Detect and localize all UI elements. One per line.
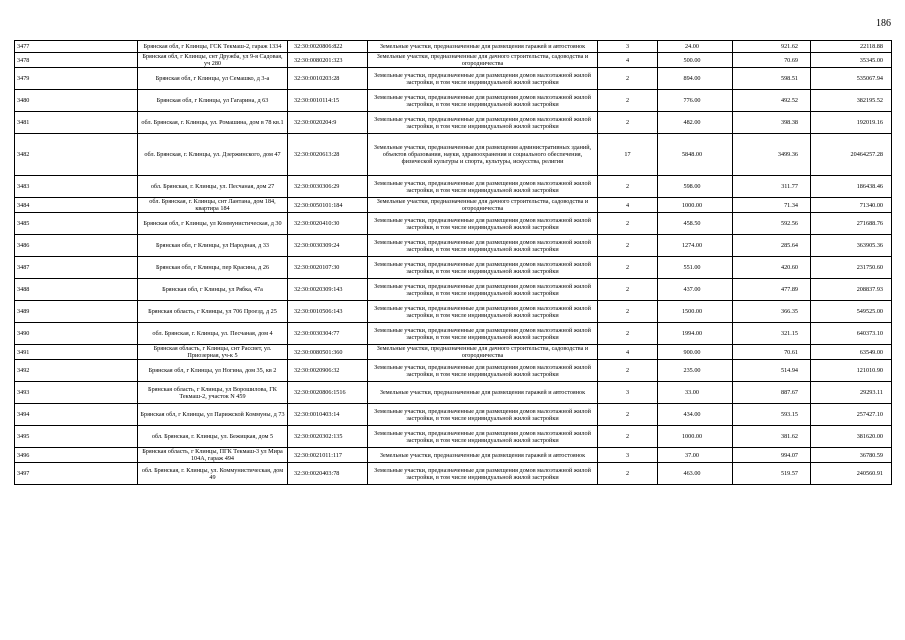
cadastral-number-cell: 32:30:0020107:30	[288, 257, 368, 279]
specific-value-cell: 381.62	[733, 426, 811, 448]
area-cell: 551.00	[658, 257, 733, 279]
specific-value-cell: 3499.36	[733, 134, 811, 176]
cadastral-value-cell: 35345.00	[811, 53, 892, 68]
use-group-cell: 2	[598, 112, 658, 134]
cadastral-number-cell: 32:30:0020204:9	[288, 112, 368, 134]
land-use-type-cell: Земельные участки, предназначенные для дачного строительства, садоводства и огородничества	[368, 53, 598, 68]
use-group-cell: 2	[598, 68, 658, 90]
area-cell: 5848.00	[658, 134, 733, 176]
cadastral-number-cell: 32:30:0030309:24	[288, 235, 368, 257]
land-use-type-cell: Земельные участки, предназначенные для размещения домов малоэтажной жилой застройки, в том числе индивидуальной жилой застройки	[368, 463, 598, 485]
cadastral-value-cell: 640373.10	[811, 323, 892, 345]
cadastral-value-cell: 63549.00	[811, 345, 892, 360]
cadastral-value-cell: 71340.00	[811, 198, 892, 213]
land-use-type-cell: Земельные участки, предназначенные для размещения домов малоэтажной жилой застройки, в том числе индивидуальной жилой застройки	[368, 404, 598, 426]
land-use-type-cell: Земельные участки, предназначенные для размещения домов малоэтажной жилой застройки, в том числе индивидуальной жилой застройки	[368, 257, 598, 279]
cadastral-value-cell: 363905.36	[811, 235, 892, 257]
row-number-cell: 3480	[15, 90, 138, 112]
use-group-cell: 2	[598, 90, 658, 112]
specific-value-cell: 598.51	[733, 68, 811, 90]
row-number-cell: 3479	[15, 68, 138, 90]
land-use-type-cell: Земельные участки, предназначенные для размещения домов малоэтажной жилой застройки, в том числе индивидуальной жилой застройки	[368, 301, 598, 323]
area-cell: 458.50	[658, 213, 733, 235]
area-cell: 482.00	[658, 112, 733, 134]
land-use-type-cell: Земельные участки, предназначенные для размещения гаражей и автостоянок	[368, 382, 598, 404]
specific-value-cell: 71.34	[733, 198, 811, 213]
address-cell: Брянская обл, г Клинцы, ул Народная, д 33	[138, 235, 288, 257]
use-group-cell: 4	[598, 198, 658, 213]
address-cell: Брянская область, г Клинцы, ул Ворошилова, ГК Текмаш-2, участок N 459	[138, 382, 288, 404]
cadastral-number-cell: 32:30:0010203:28	[288, 68, 368, 90]
land-use-type-cell: Земельные участки, предназначенные для размещения домов малоэтажной жилой застройки, в том числе индивидуальной жилой застройки	[368, 68, 598, 90]
cadastral-value-cell: 535067.94	[811, 68, 892, 90]
use-group-cell: 3	[598, 448, 658, 463]
table-row	[15, 134, 892, 176]
address-cell: обл. Брянская, г. Клинцы, ул. Бежицкая, дом 5	[138, 426, 288, 448]
row-number-cell: 3487	[15, 257, 138, 279]
cadastral-number-cell: 32:30:0030304:77	[288, 323, 368, 345]
area-cell: 33.00	[658, 382, 733, 404]
land-use-type-cell: Земельные участки, предназначенные для размещения административных зданий, объектов образования, науки, здравоохранения и социального обеспечения, физической культуры и спорта, культуры, искусства, религии	[368, 134, 598, 176]
area-cell: 437.00	[658, 279, 733, 301]
cadastral-number-cell: 32:30:0080501:360	[288, 345, 368, 360]
table-row	[15, 257, 892, 279]
cadastral-number-cell: 32:30:0020906:32	[288, 360, 368, 382]
table-row	[15, 426, 892, 448]
row-number-cell: 3486	[15, 235, 138, 257]
cadastral-number-cell: 32:30:0020309:143	[288, 279, 368, 301]
table-row	[15, 382, 892, 404]
use-group-cell: 4	[598, 53, 658, 68]
row-number-cell: 3497	[15, 463, 138, 485]
table-row	[15, 112, 892, 134]
address-cell: Брянская обл, г Клинцы, ул Рябка, 47а	[138, 279, 288, 301]
specific-value-cell: 921.62	[733, 41, 811, 53]
specific-value-cell: 420.60	[733, 257, 811, 279]
address-cell: обл. Брянская, г. Клинцы, ул. Ромашина, дом в 78 кв.1	[138, 112, 288, 134]
use-group-cell: 2	[598, 176, 658, 198]
cadastral-value-cell: 271688.76	[811, 213, 892, 235]
cadastral-value-cell: 257427.10	[811, 404, 892, 426]
area-cell: 1274.00	[658, 235, 733, 257]
land-use-type-cell: Земельные участки, предназначенные для размещения домов малоэтажной жилой застройки, в том числе индивидуальной жилой застройки	[368, 279, 598, 301]
specific-value-cell: 70.69	[733, 53, 811, 68]
table-row	[15, 90, 892, 112]
address-cell: обл. Брянская, г. Клинцы, ул. Дзержинского, дом 47	[138, 134, 288, 176]
address-cell: Брянская область, г Клинцы, ул 706 Проезд, д 25	[138, 301, 288, 323]
table-row	[15, 68, 892, 90]
cadastral-number-cell: 32:30:0020613:28	[288, 134, 368, 176]
row-number-cell: 3489	[15, 301, 138, 323]
address-cell: обл. Брянская, г. Клинцы, ул. Песчаная, дом 27	[138, 176, 288, 198]
row-number-cell: 3493	[15, 382, 138, 404]
area-cell: 1500.00	[658, 301, 733, 323]
area-cell: 900.00	[658, 345, 733, 360]
table-row	[15, 176, 892, 198]
use-group-cell: 2	[598, 360, 658, 382]
row-number-cell: 3485	[15, 213, 138, 235]
cadastral-number-cell: 32:30:0020410:30	[288, 213, 368, 235]
use-group-cell: 2	[598, 323, 658, 345]
table-row	[15, 404, 892, 426]
address-cell: Брянская обл, г Клинцы, пер Красина, д 26	[138, 257, 288, 279]
area-cell: 500.00	[658, 53, 733, 68]
use-group-cell: 2	[598, 463, 658, 485]
use-group-cell: 2	[598, 404, 658, 426]
land-use-type-cell: Земельные участки, предназначенные для размещения домов малоэтажной жилой застройки, в том числе индивидуальной жилой застройки	[368, 360, 598, 382]
land-use-type-cell: Земельные участки, предназначенные для размещения домов малоэтажной жилой застройки, в том числе индивидуальной жилой застройки	[368, 176, 598, 198]
address-cell: Брянская обл, г Клинцы, ул Ногина, дом 35, кв 2	[138, 360, 288, 382]
row-number-cell: 3488	[15, 279, 138, 301]
land-use-type-cell: Земельные участки, предназначенные для размещения гаражей и автостоянок	[368, 41, 598, 53]
specific-value-cell: 311.77	[733, 176, 811, 198]
cadastral-number-cell: 32:30:0020806:822	[288, 41, 368, 53]
cadastral-value-cell: 381620.00	[811, 426, 892, 448]
cadastral-value-cell: 20464257.28	[811, 134, 892, 176]
area-cell: 1000.00	[658, 426, 733, 448]
cadastral-value-cell: 549525.00	[811, 301, 892, 323]
row-number-cell: 3490	[15, 323, 138, 345]
row-number-cell: 3483	[15, 176, 138, 198]
address-cell: Брянская обл, г Клинцы, снт Дружба, ул 9-я Садовая, уч 280	[138, 53, 288, 68]
row-number-cell: 3491	[15, 345, 138, 360]
cadastral-value-cell: 208837.93	[811, 279, 892, 301]
use-group-cell: 3	[598, 382, 658, 404]
land-use-type-cell: Земельные участки, предназначенные для размещения домов малоэтажной жилой застройки, в том числе индивидуальной жилой застройки	[368, 426, 598, 448]
specific-value-cell: 477.89	[733, 279, 811, 301]
row-number-cell: 3481	[15, 112, 138, 134]
specific-value-cell: 492.52	[733, 90, 811, 112]
area-cell: 463.00	[658, 463, 733, 485]
address-cell: обл. Брянская, г. Клинцы, ул. Песчаная, дом 4	[138, 323, 288, 345]
area-cell: 776.00	[658, 90, 733, 112]
land-use-type-cell: Земельные участки, предназначенные для размещения домов малоэтажной жилой застройки, в том числе индивидуальной жилой застройки	[368, 112, 598, 134]
row-number-cell: 3496	[15, 448, 138, 463]
address-cell: Брянская обл, г Клинцы, ул Семашко, д 3-а	[138, 68, 288, 90]
use-group-cell: 4	[598, 345, 658, 360]
table-row	[15, 213, 892, 235]
row-number-cell: 3492	[15, 360, 138, 382]
page-number: 186	[876, 18, 891, 29]
area-cell: 894.00	[658, 68, 733, 90]
area-cell: 37.00	[658, 448, 733, 463]
table-row	[15, 448, 892, 463]
specific-value-cell: 321.15	[733, 323, 811, 345]
cadastral-value-cell: 121010.90	[811, 360, 892, 382]
land-use-type-cell: Земельные участки, предназначенные для размещения домов малоэтажной жилой застройки, в том числе индивидуальной жилой застройки	[368, 323, 598, 345]
land-plot-register-table	[14, 40, 892, 485]
use-group-cell: 3	[598, 41, 658, 53]
row-number-cell: 3482	[15, 134, 138, 176]
address-cell: Брянская область, г Клинцы, снт Рассвет, ул. Приозерная, уч-к 5	[138, 345, 288, 360]
table-row	[15, 279, 892, 301]
area-cell: 598.00	[658, 176, 733, 198]
cadastral-value-cell: 382195.52	[811, 90, 892, 112]
specific-value-cell: 592.56	[733, 213, 811, 235]
land-use-type-cell: Земельные участки, предназначенные для дачного строительства, садоводства и огородничества	[368, 345, 598, 360]
cadastral-value-cell: 186438.46	[811, 176, 892, 198]
row-number-cell: 3494	[15, 404, 138, 426]
table-row	[15, 463, 892, 485]
specific-value-cell: 519.57	[733, 463, 811, 485]
cadastral-value-cell: 36780.59	[811, 448, 892, 463]
use-group-cell: 17	[598, 134, 658, 176]
specific-value-cell: 366.35	[733, 301, 811, 323]
cadastral-value-cell: 231750.60	[811, 257, 892, 279]
cadastral-number-cell: 32:30:0050101:184	[288, 198, 368, 213]
row-number-cell: 3478	[15, 53, 138, 68]
cadastral-number-cell: 32:30:0021011:117	[288, 448, 368, 463]
area-cell: 1000.00	[658, 198, 733, 213]
table-row	[15, 41, 892, 53]
address-cell: обл. Брянская, г. Клинцы, ул. Коммунистическая, дом 49	[138, 463, 288, 485]
land-use-type-cell: Земельные участки, предназначенные для размещения гаражей и автостоянок	[368, 448, 598, 463]
row-number-cell: 3484	[15, 198, 138, 213]
table-row	[15, 198, 892, 213]
specific-value-cell: 994.07	[733, 448, 811, 463]
area-cell: 434.00	[658, 404, 733, 426]
specific-value-cell: 593.15	[733, 404, 811, 426]
use-group-cell: 2	[598, 279, 658, 301]
use-group-cell: 2	[598, 257, 658, 279]
table-row	[15, 235, 892, 257]
land-use-type-cell: Земельные участки, предназначенные для размещения домов малоэтажной жилой застройки, в том числе индивидуальной жилой застройки	[368, 90, 598, 112]
address-cell: Брянская область, г Клинцы, ПГК Текмаш-3 ул Мира 104А, гараж 494	[138, 448, 288, 463]
cadastral-number-cell: 32:30:0020302:135	[288, 426, 368, 448]
cadastral-number-cell: 32:30:0030306:29	[288, 176, 368, 198]
land-use-type-cell: Земельные участки, предназначенные для дачного строительства, садоводства и огородничества	[368, 198, 598, 213]
cadastral-number-cell: 32:30:0020806:1516	[288, 382, 368, 404]
cadastral-number-cell: 32:30:0010506:143	[288, 301, 368, 323]
cadastral-number-cell: 32:30:0010114:15	[288, 90, 368, 112]
cadastral-value-cell: 29293.11	[811, 382, 892, 404]
row-number-cell: 3477	[15, 41, 138, 53]
land-use-type-cell: Земельные участки, предназначенные для размещения домов малоэтажной жилой застройки, в том числе индивидуальной жилой застройки	[368, 235, 598, 257]
use-group-cell: 2	[598, 301, 658, 323]
cadastral-number-cell: 32:30:0010403:14	[288, 404, 368, 426]
area-cell: 235.00	[658, 360, 733, 382]
specific-value-cell: 398.38	[733, 112, 811, 134]
table-row	[15, 360, 892, 382]
use-group-cell: 2	[598, 426, 658, 448]
address-cell: обл. Брянская, г. Клинцы, снт Лантана, дом 184, квартира 184	[138, 198, 288, 213]
register-body	[15, 41, 892, 485]
address-cell: Брянская обл, г Клинцы, ул Гагарина, д 63	[138, 90, 288, 112]
area-cell: 24.00	[658, 41, 733, 53]
cadastral-number-cell: 32:30:0080201:323	[288, 53, 368, 68]
use-group-cell: 2	[598, 213, 658, 235]
table-row	[15, 301, 892, 323]
address-cell: Брянская обл, г Клинцы, ул Коммунистическая, д 30	[138, 213, 288, 235]
specific-value-cell: 514.94	[733, 360, 811, 382]
table-row	[15, 323, 892, 345]
land-use-type-cell: Земельные участки, предназначенные для размещения домов малоэтажной жилой застройки, в том числе индивидуальной жилой застройки	[368, 213, 598, 235]
address-cell: Брянская обл, г Клинцы, ГСК Текмаш-2, гараж 1334	[138, 41, 288, 53]
cadastral-value-cell: 22118.88	[811, 41, 892, 53]
cadastral-value-cell: 192019.16	[811, 112, 892, 134]
table-row	[15, 53, 892, 68]
specific-value-cell: 887.67	[733, 382, 811, 404]
use-group-cell: 2	[598, 235, 658, 257]
specific-value-cell: 285.64	[733, 235, 811, 257]
specific-value-cell: 70.61	[733, 345, 811, 360]
cadastral-number-cell: 32:30:0020403:78	[288, 463, 368, 485]
address-cell: Брянская обл, г Клинцы, ул Парижской Коммуны, д 73	[138, 404, 288, 426]
table-row	[15, 345, 892, 360]
area-cell: 1994.00	[658, 323, 733, 345]
row-number-cell: 3495	[15, 426, 138, 448]
cadastral-value-cell: 240560.91	[811, 463, 892, 485]
